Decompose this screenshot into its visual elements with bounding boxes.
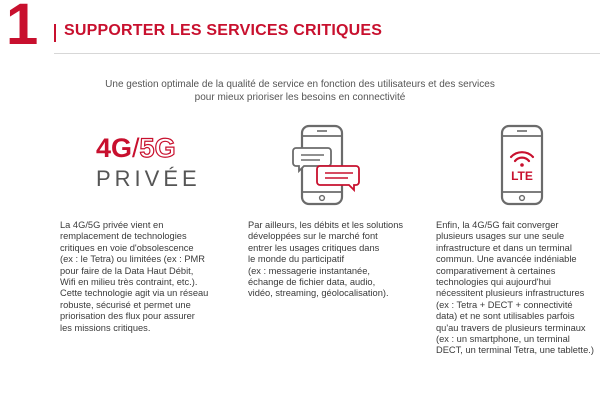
text-line: remplacement de technologies xyxy=(60,231,187,242)
smartphone-lte-icon xyxy=(492,120,552,212)
text-line: DECT, un terminal Tetra, une tablette.) xyxy=(436,345,594,356)
logo-slash: / xyxy=(132,133,140,163)
text-line: les missions critiques. xyxy=(60,322,151,333)
text-line: (ex : un smartphone, un terminal xyxy=(436,334,570,345)
text-line: entrer les usages critiques dans xyxy=(248,242,380,253)
text-line: robuste, sécurisé et permet une xyxy=(60,299,191,310)
text-line: critiques en voie d'obsolescence xyxy=(60,242,194,253)
text-line: (ex : messagerie instantanée, xyxy=(248,265,370,276)
text-line: infrastructure et dans un terminal xyxy=(436,242,572,253)
text-line: data) et ne sont utilisables parfois xyxy=(436,311,575,322)
text-line: nécessitent plusieurs infrastructures xyxy=(436,288,585,299)
intro-text xyxy=(60,78,540,104)
logo-4g5g-privee xyxy=(60,120,230,205)
text-line: Wifi en milieu très contraint, etc.). xyxy=(60,277,198,288)
logo-4g: 4G xyxy=(96,133,133,163)
header-divider xyxy=(54,24,56,42)
lte-label: LTE xyxy=(511,169,533,183)
text-line: commun. Une avancée indéniable xyxy=(436,254,577,265)
text-line: qu'au travers de plusieurs terminaux xyxy=(436,322,586,333)
text-line: priorisation des flux pour assurer xyxy=(60,311,195,322)
column-1-text xyxy=(60,220,240,334)
text-line: Par ailleurs, les débits et les solutions xyxy=(248,220,404,230)
page-title: SUPPORTER LES SERVICES CRITIQUES xyxy=(64,22,383,39)
wifi-signal-icon xyxy=(511,152,533,167)
text-line: La 4G/5G privée vient en xyxy=(60,220,164,230)
text-line: vidéo, streaming, géolocalisation). xyxy=(248,288,389,299)
column-2-text xyxy=(248,220,428,300)
text-line: (ex : le Tetra) ou limitées (ex : PMR xyxy=(60,254,206,265)
column-lte-icon xyxy=(492,120,552,217)
column-4g-5g xyxy=(60,120,230,205)
logo-5g: 5G xyxy=(139,133,176,163)
intro-line-2: pour mieux prioriser les besoins en connectivité xyxy=(194,92,406,103)
text-line: pour faire de la Data Haut Débit, xyxy=(60,265,194,276)
header-rule xyxy=(54,53,600,54)
column-3-text xyxy=(436,220,600,357)
smartphone-chat-icon xyxy=(290,120,370,212)
text-line: échange de fichier data, audio, xyxy=(248,277,376,288)
text-line: Cette technologie agit via un réseau xyxy=(60,288,209,299)
logo-4g5g-mark xyxy=(96,134,176,162)
text-line: le monde du participatif xyxy=(248,254,345,265)
intro-line-1: Une gestion optimale de la qualité de service en fonction des utilisateurs et des services xyxy=(105,79,495,90)
text-line: plusieurs usages sur une seule xyxy=(436,231,565,242)
logo-privee: PRIVÉE xyxy=(96,166,201,191)
text-line: comparativement à certaines xyxy=(436,265,556,276)
text-line: technologies qui aujourd'hui xyxy=(436,277,551,288)
text-line: Enfin, la 4G/5G fait converger xyxy=(436,220,559,230)
text-line: (ex : Tetra + DECT + connectivité xyxy=(436,299,573,310)
section-header xyxy=(0,0,600,56)
text-line: développées sur le marché font xyxy=(248,231,378,242)
column-participatif-icon xyxy=(290,120,370,217)
section-number: 1 xyxy=(6,0,39,57)
